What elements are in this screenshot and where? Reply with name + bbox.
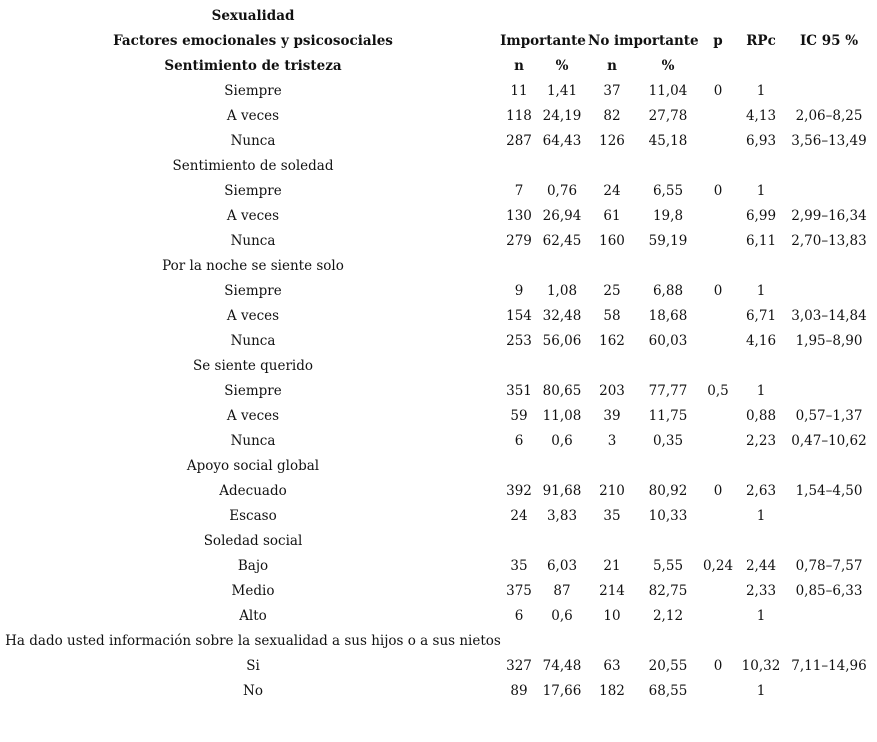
cell-pct-important: 64,43 xyxy=(542,133,582,149)
cell-pct-not-important: 0,35 xyxy=(652,433,684,449)
cell-pct-not-important: 82,75 xyxy=(648,583,688,599)
cell-p: 0 xyxy=(713,283,723,299)
cell-n-important: 11 xyxy=(510,83,528,99)
cell-ic: 1,54–4,50 xyxy=(795,483,863,499)
cell-n-not-important: 21 xyxy=(603,558,621,574)
table-row xyxy=(0,329,877,354)
table-row xyxy=(0,554,877,579)
cell-rpc: 1 xyxy=(756,608,766,624)
cell-p: 0 xyxy=(713,483,723,499)
table-row xyxy=(0,379,877,404)
cell-pct-not-important: 6,88 xyxy=(652,283,684,299)
cell-n-important: 375 xyxy=(506,583,532,599)
cell-pct-not-important: 6,55 xyxy=(652,183,684,199)
cell-n-important: 89 xyxy=(510,683,528,699)
table-row xyxy=(0,254,877,279)
table-row xyxy=(0,279,877,304)
row-label: Adecuado xyxy=(219,483,287,499)
row-label: Siempre xyxy=(224,283,282,299)
cell-pct-not-important: 5,55 xyxy=(652,558,684,574)
row-label: Apoyo social global xyxy=(186,458,320,474)
cell-n-important: 59 xyxy=(510,408,528,424)
cell-rpc: 1 xyxy=(756,683,766,699)
cell-p: 0,24 xyxy=(702,558,734,574)
table-row xyxy=(0,229,877,254)
row-label: Nunca xyxy=(230,333,276,349)
cell-n-not-important: 82 xyxy=(603,108,621,124)
table-row xyxy=(0,179,877,204)
cell-n-important: 154 xyxy=(506,308,532,324)
table-row xyxy=(0,404,877,429)
row-label: Se siente querido xyxy=(192,358,314,374)
cell-rpc: 4,16 xyxy=(745,333,777,349)
row-label: Escaso xyxy=(229,508,277,524)
row-label: Sentimiento de soledad xyxy=(172,158,334,174)
cell-pct-important: 80,65 xyxy=(542,383,582,399)
sub-pct-not-important: % xyxy=(661,58,675,74)
title-row xyxy=(0,4,877,29)
cell-pct-important: 0,6 xyxy=(551,608,573,624)
cell-n-not-important: 203 xyxy=(599,383,625,399)
cell-ic: 3,56–13,49 xyxy=(791,133,867,149)
cell-n-important: 253 xyxy=(506,333,532,349)
cell-rpc: 1 xyxy=(756,383,766,399)
important-header: Importante xyxy=(500,33,586,49)
table-row xyxy=(0,129,877,154)
cell-rpc: 4,13 xyxy=(745,108,777,124)
cell-pct-not-important: 45,18 xyxy=(648,133,688,149)
cell-rpc: 1 xyxy=(756,508,766,524)
cell-pct-important: 0,76 xyxy=(546,183,578,199)
cell-pct-not-important: 68,55 xyxy=(648,683,688,699)
cell-n-important: 7 xyxy=(514,183,524,199)
cell-pct-important: 24,19 xyxy=(542,108,582,124)
row-label: Bajo xyxy=(237,558,269,574)
cell-pct-important: 0,6 xyxy=(551,433,573,449)
cell-rpc: 2,33 xyxy=(745,583,777,599)
cell-ic: 0,57–1,37 xyxy=(795,408,863,424)
table-row xyxy=(0,629,877,654)
cell-rpc: 2,23 xyxy=(745,433,777,449)
cell-n-important: 351 xyxy=(506,383,532,399)
cell-n-not-important: 214 xyxy=(599,583,625,599)
table-row xyxy=(0,679,877,704)
cell-rpc: 6,11 xyxy=(745,233,777,249)
cell-n-not-important: 10 xyxy=(603,608,621,624)
table-row xyxy=(0,304,877,329)
cell-n-not-important: 37 xyxy=(603,83,621,99)
cell-p: 0,5 xyxy=(707,383,729,399)
cell-pct-not-important: 11,75 xyxy=(648,408,688,424)
cell-p: 0 xyxy=(713,83,723,99)
table-row xyxy=(0,429,877,454)
row-label: No xyxy=(243,683,263,699)
cell-rpc: 6,93 xyxy=(745,133,777,149)
cell-ic: 2,70–13,83 xyxy=(791,233,867,249)
cell-rpc: 6,71 xyxy=(745,308,777,324)
table-row xyxy=(0,504,877,529)
cell-n-important: 24 xyxy=(510,508,528,524)
cell-n-not-important: 25 xyxy=(603,283,621,299)
cell-n-important: 392 xyxy=(506,483,532,499)
row-label: Si xyxy=(246,658,260,674)
cell-n-important: 130 xyxy=(506,208,532,224)
cell-pct-important: 56,06 xyxy=(542,333,582,349)
cell-ic: 0,85–6,33 xyxy=(795,583,863,599)
cell-pct-important: 32,48 xyxy=(542,308,582,324)
cell-n-not-important: 182 xyxy=(599,683,625,699)
table-row xyxy=(0,454,877,479)
cell-pct-not-important: 27,78 xyxy=(648,108,688,124)
subheader-row xyxy=(0,54,877,79)
factors-header: Factores emocionales y psicosociales xyxy=(113,33,393,49)
cell-rpc: 0,88 xyxy=(745,408,777,424)
not-important-header: No importante xyxy=(588,33,699,49)
cell-ic: 7,11–14,96 xyxy=(791,658,867,674)
cell-pct-not-important: 18,68 xyxy=(648,308,688,324)
row-label: A veces xyxy=(226,108,280,124)
cell-n-not-important: 63 xyxy=(603,658,621,674)
cell-ic: 1,95–8,90 xyxy=(795,333,863,349)
sub-n-important: n xyxy=(514,58,524,74)
cell-pct-not-important: 20,55 xyxy=(648,658,688,674)
cell-pct-not-important: 11,04 xyxy=(648,83,688,99)
cell-n-important: 6 xyxy=(514,608,524,624)
cell-n-important: 287 xyxy=(506,133,532,149)
row-label: Medio xyxy=(231,583,275,599)
cell-rpc: 6,99 xyxy=(745,208,777,224)
cell-pct-important: 1,41 xyxy=(546,83,578,99)
ic-header: IC 95 % xyxy=(799,33,859,49)
table-row xyxy=(0,79,877,104)
cell-pct-important: 74,48 xyxy=(542,658,582,674)
table-row xyxy=(0,154,877,179)
cell-pct-important: 91,68 xyxy=(542,483,582,499)
row-label: Ha dado usted información sobre la sexualidad a sus hijos o a sus nietos xyxy=(5,633,501,649)
cell-n-not-important: 58 xyxy=(603,308,621,324)
cell-pct-important: 6,03 xyxy=(546,558,578,574)
cell-n-not-important: 39 xyxy=(603,408,621,424)
cell-p: 0 xyxy=(713,658,723,674)
table-row xyxy=(0,529,877,554)
cell-pct-important: 17,66 xyxy=(542,683,582,699)
table-row xyxy=(0,104,877,129)
cell-pct-not-important: 19,8 xyxy=(652,208,684,224)
header-row xyxy=(0,29,877,54)
row-label: Nunca xyxy=(230,433,276,449)
p-header: p xyxy=(713,33,723,49)
cell-pct-not-important: 80,92 xyxy=(648,483,688,499)
cell-n-important: 327 xyxy=(506,658,532,674)
cell-n-not-important: 162 xyxy=(599,333,625,349)
cell-n-important: 279 xyxy=(506,233,532,249)
cell-pct-important: 87 xyxy=(553,583,571,599)
table-row xyxy=(0,204,877,229)
table-row xyxy=(0,604,877,629)
cell-n-important: 118 xyxy=(506,108,532,124)
row-label: Por la noche se siente solo xyxy=(162,258,344,274)
cell-n-not-important: 160 xyxy=(599,233,625,249)
cell-pct-important: 1,08 xyxy=(546,283,578,299)
rpc-header: RPc xyxy=(746,33,776,49)
row-label: Nunca xyxy=(230,133,276,149)
cell-n-not-important: 24 xyxy=(603,183,621,199)
cell-rpc: 1 xyxy=(756,183,766,199)
row-label: A veces xyxy=(226,308,280,324)
row-label: Siempre xyxy=(224,83,282,99)
table-row xyxy=(0,579,877,604)
row-label: A veces xyxy=(226,208,280,224)
cell-ic: 2,06–8,25 xyxy=(795,108,863,124)
cell-pct-not-important: 60,03 xyxy=(648,333,688,349)
table-row xyxy=(0,354,877,379)
cell-p: 0 xyxy=(713,183,723,199)
cell-pct-important: 3,83 xyxy=(546,508,578,524)
table-row xyxy=(0,479,877,504)
row-label: Soledad social xyxy=(203,533,303,549)
cell-rpc: 2,44 xyxy=(745,558,777,574)
cell-rpc: 10,32 xyxy=(741,658,781,674)
cell-pct-important: 26,94 xyxy=(542,208,582,224)
cell-n-important: 9 xyxy=(514,283,524,299)
cell-ic: 2,99–16,34 xyxy=(791,208,867,224)
sub-n-not-important: n xyxy=(607,58,617,74)
cell-ic: 0,47–10,62 xyxy=(791,433,867,449)
cell-ic: 0,78–7,57 xyxy=(795,558,863,574)
cell-pct-not-important: 59,19 xyxy=(648,233,688,249)
table-row xyxy=(0,654,877,679)
row-label: Nunca xyxy=(230,233,276,249)
cell-rpc: 1 xyxy=(756,83,766,99)
cell-n-not-important: 210 xyxy=(599,483,625,499)
cell-n-not-important: 35 xyxy=(603,508,621,524)
cell-rpc: 2,63 xyxy=(745,483,777,499)
cell-pct-not-important: 10,33 xyxy=(648,508,688,524)
table-title: Sexualidad xyxy=(211,8,295,24)
cell-pct-not-important: 77,77 xyxy=(648,383,688,399)
cell-n-important: 35 xyxy=(510,558,528,574)
cell-pct-important: 11,08 xyxy=(542,408,582,424)
row-label: Siempre xyxy=(224,183,282,199)
cell-ic: 3,03–14,84 xyxy=(791,308,867,324)
cell-pct-important: 62,45 xyxy=(542,233,582,249)
section-label: Sentimiento de tristeza xyxy=(164,58,342,74)
cell-pct-not-important: 2,12 xyxy=(652,608,684,624)
cell-n-important: 6 xyxy=(514,433,524,449)
row-label: Siempre xyxy=(224,383,282,399)
cell-n-not-important: 126 xyxy=(599,133,625,149)
cell-n-not-important: 3 xyxy=(607,433,617,449)
sub-pct-important: % xyxy=(555,58,569,74)
cell-rpc: 1 xyxy=(756,283,766,299)
row-label: Alto xyxy=(239,608,267,624)
cell-n-not-important: 61 xyxy=(603,208,621,224)
row-label: A veces xyxy=(226,408,280,424)
